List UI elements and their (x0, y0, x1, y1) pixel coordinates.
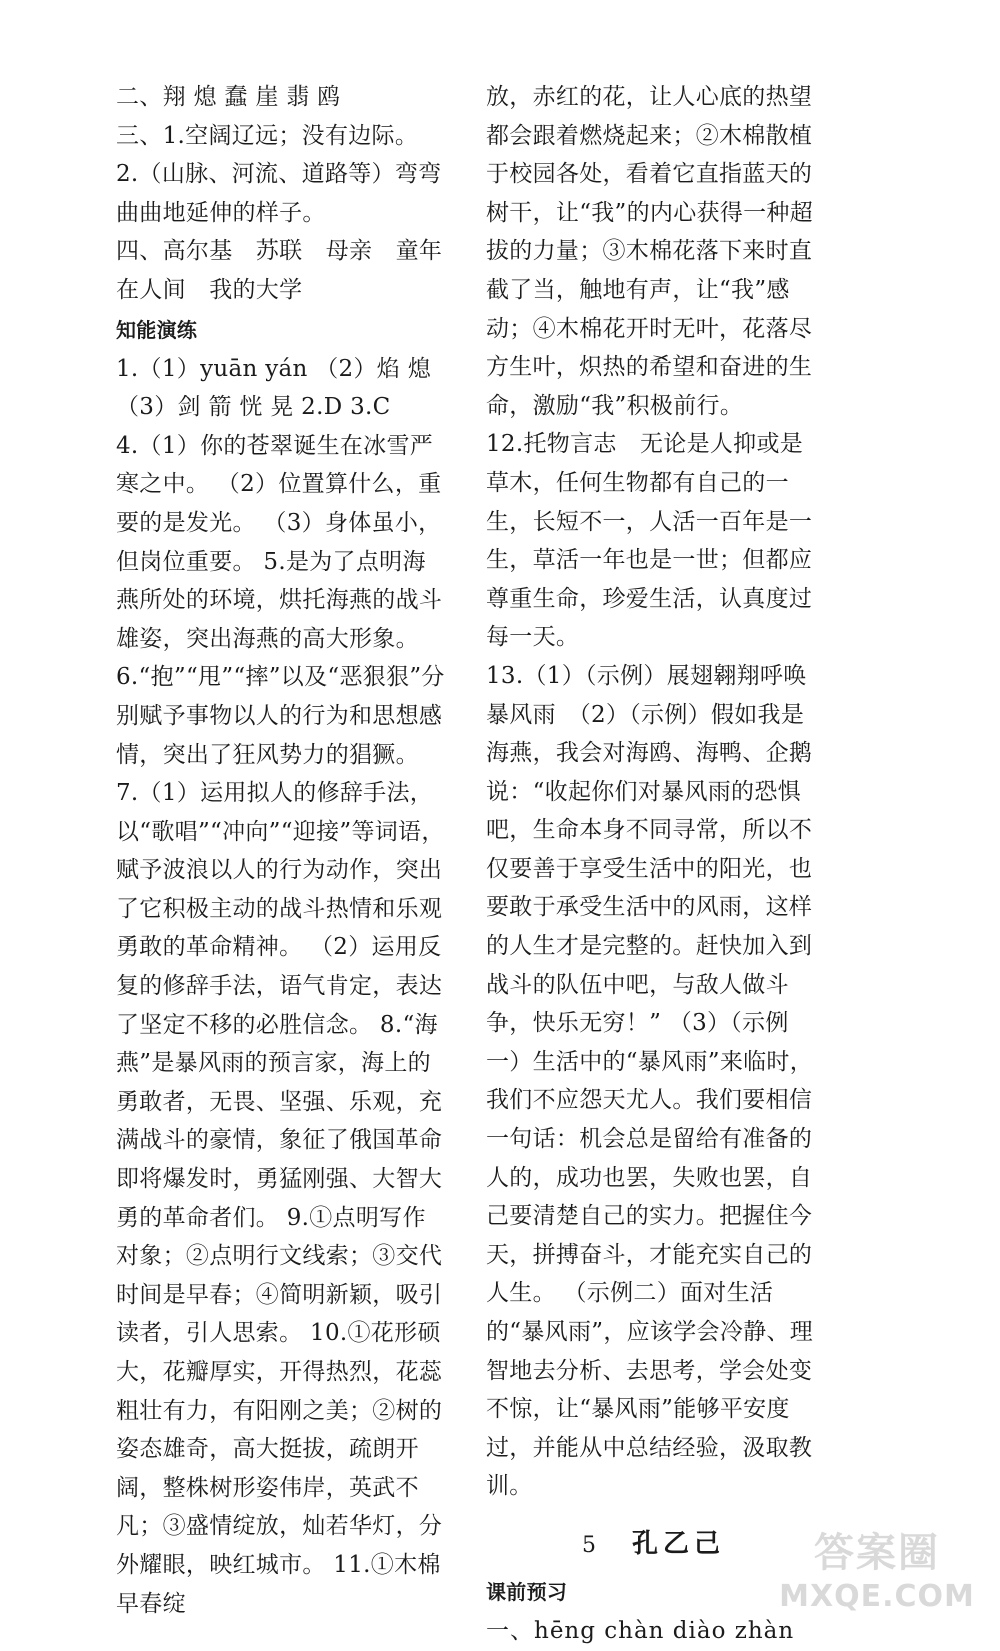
left-column (116, 78, 466, 1623)
watermark-logo (772, 1527, 982, 1637)
answer-13: 13.（1）（示例）展翅翱翔呼唤暴风雨 （2）（示例）假如我是海燕，我会对海鸥、海鸭、企鹅说：“收起你们对暴风雨的恐惧吧，生命本身不同寻常，所以不仅要善于享受生活中的阳光，也要敢于承受生活中的风雨，这样的人生才是完整的。赶快加入到战斗的队伍中吧，与敌人做斗争，快乐无穷！” （3）（示例一）生活中的“暴风雨”来临时，我们不应怨天尤人。我们要相信一句话：机会总是留给有准备的人的，成功也罢，失败也罢，自己要清楚自己的实力。把握住今天，拼搏奋斗，才能充实自己的人生。 （示例二）面对生活的“暴风雨”，应该学会冷静、理智地去分析、去思考，学会处变不惊，让“暴风雨”能够平安度过，并能从中总结经验，汲取教训。 (486, 662, 814, 1500)
section-heading-practice: 知能演练 (116, 317, 198, 342)
answer-1-3: 1.（1）yuān yán （2）焰 熄 （3）剑 箭 恍 晃 2.D 3.C (116, 355, 431, 421)
pinyin-answer: 一、hēng chàn diào zhàn (486, 1617, 795, 1644)
answer-11-cont: 放，赤红的花，让人心底的热望都会跟着燃烧起来；②木棉散植于校园各处，看着它直指蓝天的树干，让“我”的内心获得一种超拔的力量；③木棉花落下来时直截了当，触地有声，让“我”感动；④木棉花开时无叶，花落尽方生叶，炽热的希望和奋进的生命，激励“我”积极前行。 (486, 84, 814, 419)
chapter-title (486, 1526, 821, 1564)
chapter-number: 5 (581, 1532, 598, 1558)
answer-12: 12.托物言志 无论是人抑或是草木，任何生物都有自己的一生，长短不一，人活一百年是一生，草活一年也是一世；但都应尊重生命，珍爱生活，认真度过每一天。 (486, 431, 813, 651)
right-column (486, 78, 821, 1651)
answer-line-2: 二、翔 熄 蠢 崖 翡 鸥 (116, 84, 341, 110)
chapter-name: 孔乙己 (631, 1528, 725, 1559)
answer-line-3-1: 三、1.空阔辽远；没有边际。 (116, 122, 419, 149)
answer-line-4: 四、高尔基 苏联 母亲 童年 在人间 我的大学 (116, 238, 466, 303)
watermark-text-top: 答案圈 (814, 1530, 940, 1576)
answer-4-11: 4.（1）你的苍翠诞生在冰雪严寒之中。 （2）位置算什么，重要的是发光。 （3）身体虽小，但岗位重要。 5.是为了点明海燕所处的环境，烘托海燕的战斗雄姿，突出海燕的高大形象。 6.“抱”“甩”“摔”以及“恶狠狠”分别赋予事物以人的行为和思想感情，突出了狂风势力的猖獗。 7.（1）运用拟人的修辞手法，以“歌唱”“冲向”“迎接”等词语，赋予波浪以人的行为动作，突出了它积极主动的战斗热情和乐观勇敢的革命精神。 （2）运用反复的修辞手法，语气肯定，表达了坚定不移的必胜信念。 8.“海燕”是暴风雨的预言家，海上的勇敢者，无畏、坚强、乐观，充满战斗的豪情，象征了俄国革命即将爆发时，勇猛刚强、大智大勇的革命者们。 9.①点明写作对象；②点明行文线索；③交代时间是早春；④简明新颖，吸引读者，引人思索。 10.①花形硕大，花瓣厚实，开得热烈，花蕊粗壮有力，有阳刚之美；②树的姿态雄奇，高大挺拔，疏朗开阔，整株树形姿伟岸，英武不凡；③盛情绽放，灿若华灯，分外耀眼，映红城市。 11.①木棉早春绽 (116, 432, 445, 1617)
section-heading-preview: 课前预习 (486, 1579, 568, 1604)
watermark-text-bottom: MXQE.COM (779, 1579, 975, 1614)
answer-line-3-2: 2.（山脉、河流、道路等）弯弯曲曲地延伸的样子。 (116, 161, 442, 226)
